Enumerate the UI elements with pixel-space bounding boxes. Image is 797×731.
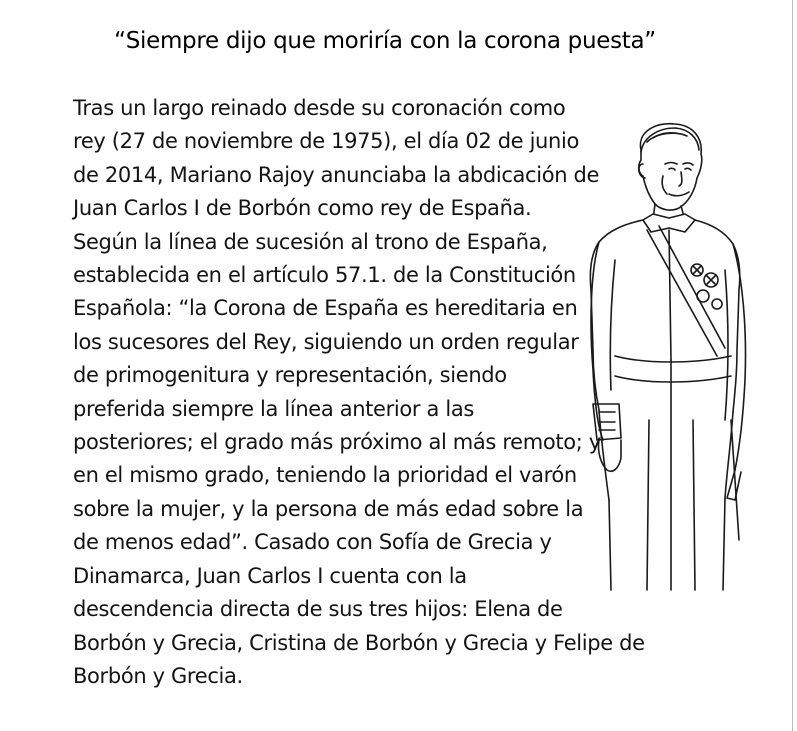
body-line: de menos edad”. Casado con Sofía de Grecia y (73, 530, 552, 555)
body-line: establecida en el artículo 57.1. de la Constitución (73, 263, 576, 288)
body-line: rey (27 de noviembre de 1975), el día 02 de junio (73, 129, 579, 154)
body-line: de 2014, Mariano Rajoy anunciaba la abdicación de (73, 162, 600, 187)
body-line: en el mismo grado, teniendo la prioridad el varón (73, 463, 577, 488)
body-line: sobre la mujer, y la persona de más edad sobre la (73, 496, 584, 521)
body-line: Tras un largo reinado desde su coronación como (73, 96, 566, 120)
body-line: Dinamarca, Juan Carlos I cuenta con la (73, 563, 467, 588)
body-line: de primogenitura y representación, siendo (73, 363, 507, 388)
body-line: Según la línea de sucesión al trono de España, (73, 229, 548, 254)
body-paragraph (73, 92, 645, 693)
body-line: Borbón y Grecia. (73, 663, 243, 688)
king-uniform-illustration (585, 120, 760, 595)
document-title: “Siempre dijo que moriría con la corona puesta” (114, 28, 656, 54)
body-line: los sucesores del Rey, siguiendo un orden regular (73, 329, 579, 354)
body-line: Juan Carlos I de Borbón como rey de España. (73, 196, 532, 221)
body-line: Española: “la Corona de España es hereditaria en (73, 296, 578, 321)
body-line: descendencia directa de sus tres hijos: Elena de (73, 597, 563, 622)
body-line: posteriores; el grado más próximo al más remoto; y (73, 430, 601, 455)
body-line: preferida siempre la línea anterior a las (73, 396, 474, 421)
page-edge-divider (792, 0, 793, 731)
body-line: Borbón y Grecia, Cristina de Borbón y Grecia y Felipe de (73, 630, 645, 655)
